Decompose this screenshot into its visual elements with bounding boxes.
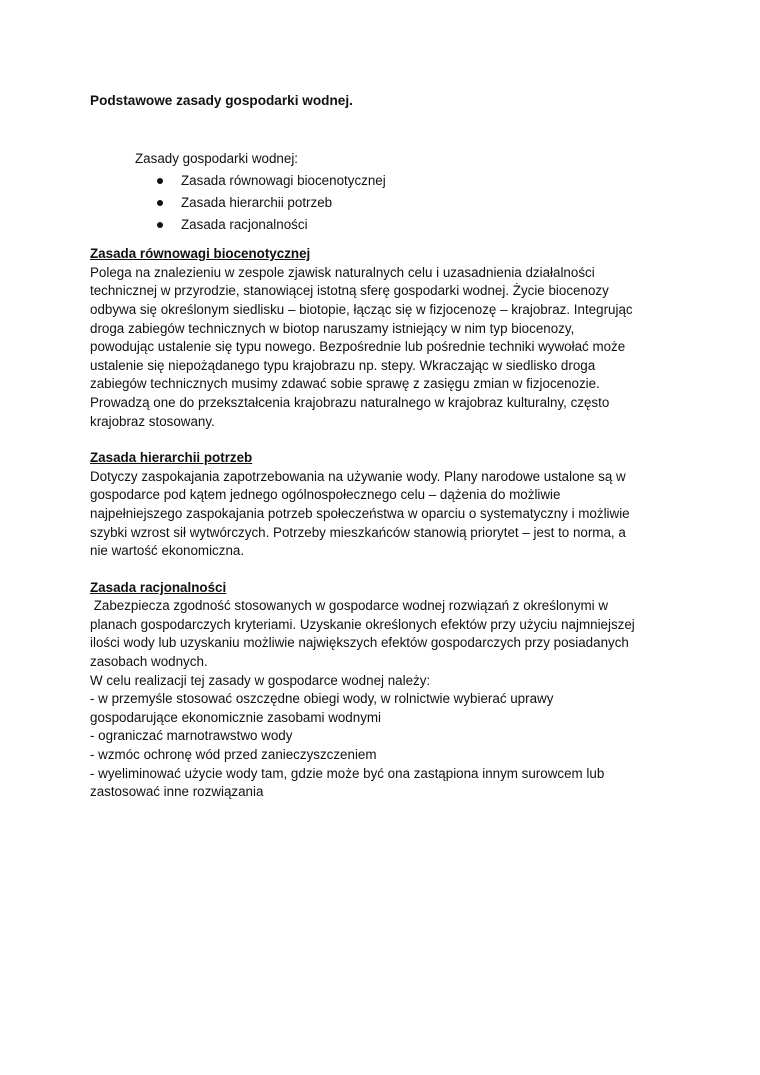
section-heading: Zasada racjonalności [90,579,227,595]
list-item-text: Zasada hierarchii potrzeb [181,195,333,211]
text-line: najpełniejszego zaspokajania potrzeb społeczeństwa w oparciu o systematyczny i możliwie [90,505,630,521]
text-line: zabiegów technicznych musimy zdawać sobie sprawę z zasięgu zmian w fizjocenozie. [90,376,600,392]
list-item [135,214,680,236]
text-line: - wzmóc ochronę wód przed zanieczyszczeniem [90,747,377,763]
text-line: Dotyczy zaspokajania zapotrzebowania na używanie wody. Plany narodowe ustalone są w [90,468,626,484]
bullet-icon [157,178,163,184]
list-item [135,170,680,192]
section-heading: Zasada hierarchii potrzeb [90,450,253,466]
document-title: Podstawowe zasady gospodarki wodnej. [90,93,353,108]
text-line: gospodarce pod kątem jednego ogólnospołecznego celu – dążenia do możliwie [90,487,561,503]
list-item-text: Zasada racjonalności [181,217,308,233]
text-line: ustalenie się niepożądanego typu krajobrazu np. stepy. Wkraczając w siedlisko droga [90,357,596,373]
text-line: szybki wzrost sił wytwórczych. Potrzeby mieszkańców stanowią priorytet – jest to norma, a [90,524,626,540]
text-line: nie wartość ekonomiczna. [90,543,245,559]
principles-list [135,170,680,236]
document-content [90,92,680,802]
text-line: zastosować inne rozwiązania [90,784,264,800]
section-heading: Zasada równowagi biocenotycznej [90,246,311,262]
text-line: Polega na znalezieniu w zespole zjawisk naturalnych celu i uzasadnienia działalności [90,264,595,280]
list-item [135,192,680,214]
text-line: krajobraz stosowany. [90,413,215,429]
intro-label: Zasady gospodarki wodnej: [135,150,299,166]
section-body [90,468,680,561]
text-line: - w przemyśle stosować oszczędne obiegi wody, w rolnictwie wybierać uprawy [90,691,554,707]
list-item-text: Zasada równowagi biocenotycznej [181,173,386,189]
section-needs-hierarchy [90,449,680,561]
intro-block [90,150,680,237]
text-line: powodując ustalenie się typu nowego. Bezpośrednie lub pośrednie techniki wywołać może [90,339,626,355]
bullet-icon [157,200,163,206]
text-line: odbywa się określonym siedlisku – biotopie, łącząc się w fizjocenozę – krajobraz. Integrując [90,301,633,317]
text-line: ilości wody lub uzyskaniu możliwie największych efektów gospodarczych przy posiadanych [90,635,629,651]
section-body [90,597,680,802]
text-line: droga zabiegów technicznych w biotop naruszamy istniejący w nim typ biocenozy, [90,320,575,336]
section-rationality [90,579,680,802]
text-line: - ograniczać marnotrawstwo wody [90,728,293,744]
text-line: planach gospodarczych kryteriami. Uzyskanie określonych efektów przy użyciu najmniejszej [90,616,635,632]
text-line: zasobach wodnych. [90,654,208,670]
section-body [90,264,680,431]
section-biocenotic-balance [90,245,680,431]
text-line: - wyeliminować użycie wody tam, gdzie może być ona zastąpiona innym surowcem lub [90,765,605,781]
text-line: technicznej w przyrodzie, stanowiącej istotną sferę gospodarki wodnej. Życie biocenozy [90,283,609,299]
text-line: Prowadzą one do przekształcenia krajobrazu naturalnego w krajobraz kulturalny, często [90,394,610,410]
text-line: gospodarujące ekonomicznie zasobami wodnymi [90,709,382,725]
text-line: W celu realizacji tej zasady w gospodarce wodnej należy: [90,672,431,688]
bullet-icon [157,222,163,228]
text-line: Zabezpiecza zgodność stosowanych w gospodarce wodnej rozwiązań z określonymi w [90,598,609,614]
